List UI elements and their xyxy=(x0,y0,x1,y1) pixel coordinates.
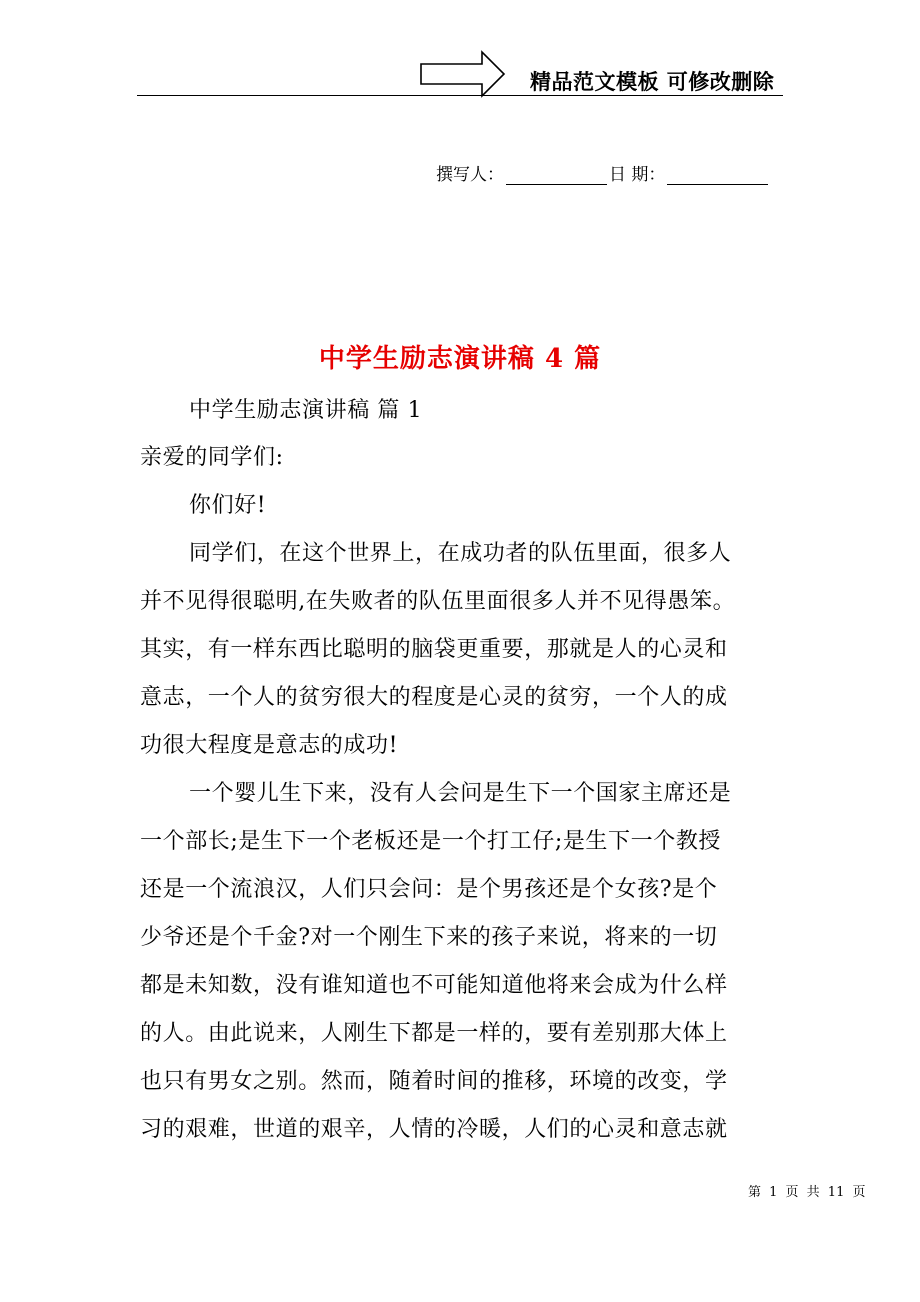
author-label: 撰写人： xyxy=(436,165,504,185)
body-line: 一个部长;是生下一个老板还是一个打工仔;是生下一个教授 xyxy=(140,829,722,854)
author-blank xyxy=(506,164,607,185)
body-line: 都是未知数，没有谁知道也不可能知道他将来会成为什么样 xyxy=(140,973,728,998)
body-line: 少爷还是个千金?对一个刚生下来的孩子来说，将来的一切 xyxy=(140,925,718,950)
page-number: 第 1 页 共 11 页 xyxy=(748,1185,866,1200)
document-title: 中学生励志演讲稿 4 篇 xyxy=(318,344,602,374)
body-line: 还是一个流浪汉，人们只会问：是个男孩还是个女孩?是个 xyxy=(140,877,718,902)
body-line: 一个婴儿生下来，没有人会问是生下一个国家主席还是 xyxy=(189,781,732,806)
date-blank xyxy=(667,164,768,185)
body-line: 你们好! xyxy=(189,493,267,518)
date-label: 日 期： xyxy=(609,165,666,185)
body-line: 习的艰难，世道的艰辛，人情的冷暖，人们的心灵和意志就 xyxy=(140,1117,728,1142)
body-line: 的人。由此说来，人刚生下都是一样的，要有差别那大体上 xyxy=(140,1021,728,1046)
body-line: 同学们，在这个世界上，在成功者的队伍里面，很多人 xyxy=(189,541,732,566)
arrow-icon xyxy=(420,50,506,98)
body-line: 其实，有一样东西比聪明的脑袋更重要，那就是人的心灵和 xyxy=(140,637,728,662)
body-line: 并不见得很聪明,在失败者的队伍里面很多人并不见得愚笨。 xyxy=(140,589,736,614)
author-date-line xyxy=(436,160,770,185)
body-line: 功很大程度是意志的成功! xyxy=(140,733,399,758)
body-line: 意志，一个人的贫穷很大的程度是心灵的贫穷，一个人的成 xyxy=(140,685,728,710)
template-label: 精品范文模板 可修改删除 xyxy=(530,70,775,94)
header-rule xyxy=(137,95,783,96)
body-line: 也只有男女之别。然而，随着时间的推移，环境的改变，学 xyxy=(140,1069,728,1094)
section-heading: 中学生励志演讲稿 篇 1 xyxy=(189,398,423,423)
body-line: 亲爱的同学们: xyxy=(140,445,284,470)
